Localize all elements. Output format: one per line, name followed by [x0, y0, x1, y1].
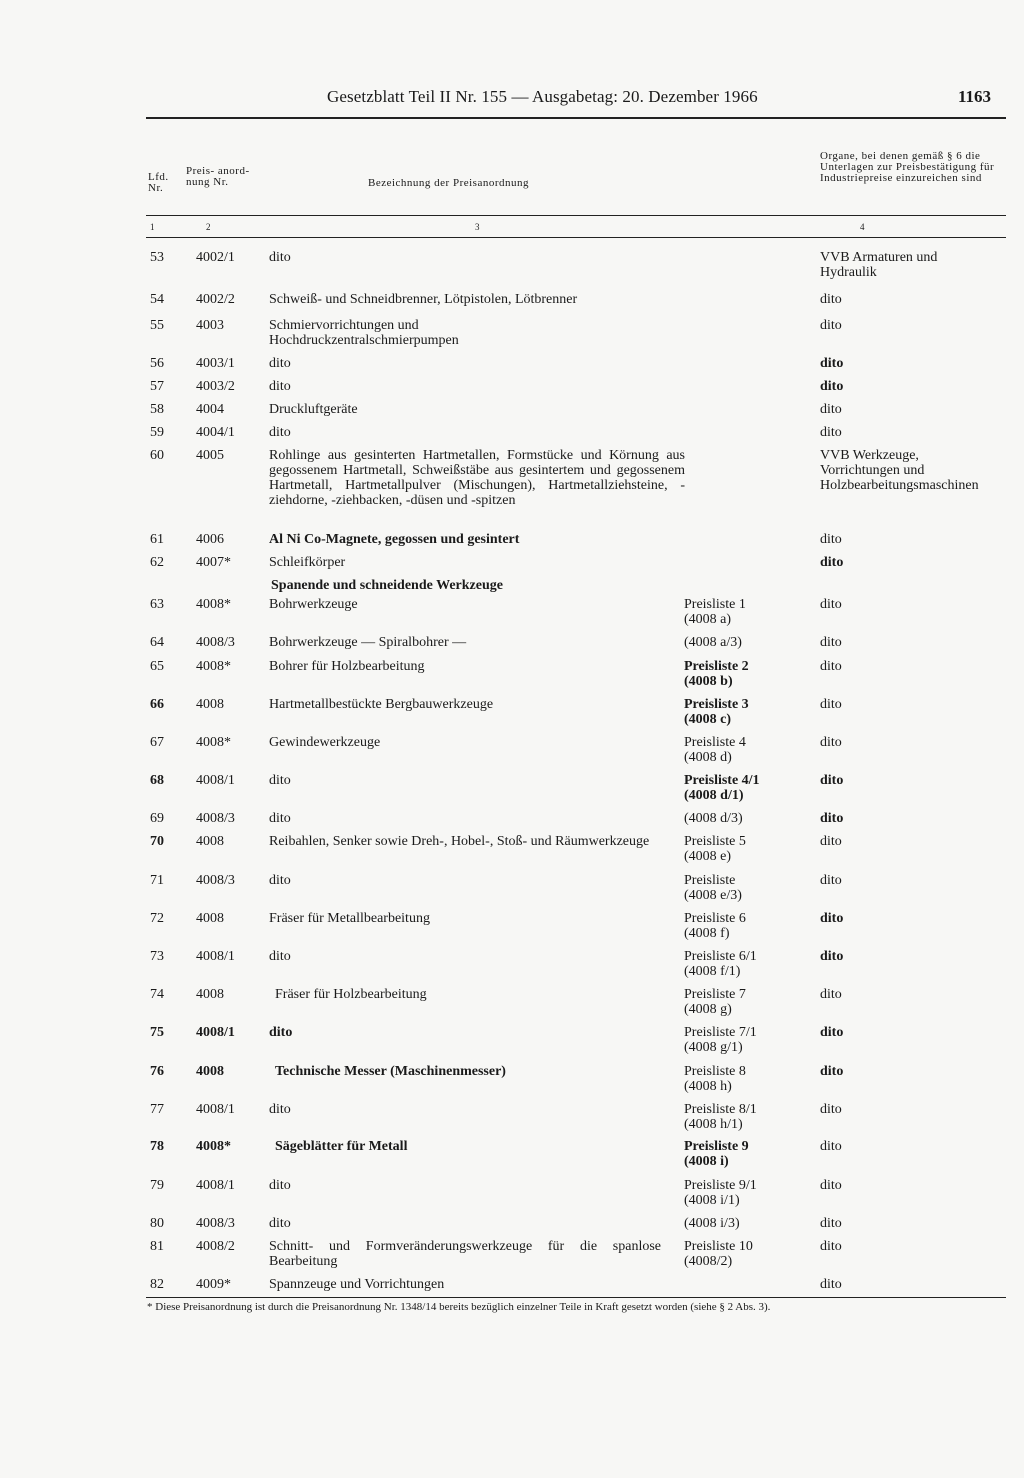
row-organ: dito	[820, 811, 844, 826]
row-lfd-nr: 54	[150, 292, 164, 307]
row-organ: dito	[820, 292, 842, 307]
row-bezeichnung: Hartmetallbestückte Bergbauwerkzeuge	[269, 697, 494, 712]
row-preisanordnung: 4008/1	[196, 1102, 235, 1117]
row-bezeichnung: Schleifkörper	[269, 555, 346, 570]
row-bezeichnung: Schmiervorrichtungen und Hochdruckzentralschmierpumpen	[269, 318, 459, 348]
row-preisanordnung: 4008	[196, 987, 224, 1002]
row-preisliste: Preisliste 6/1 (4008 f/1)	[684, 949, 757, 979]
row-preisanordnung: 4003	[196, 318, 224, 333]
row-organ: dito	[820, 1277, 842, 1292]
row-lfd-nr: 59	[150, 425, 164, 440]
row-preisanordnung: 4006	[196, 532, 224, 547]
row-organ: dito	[820, 402, 842, 417]
row-bezeichnung: Gewindewerkzeuge	[269, 735, 381, 750]
row-organ: dito	[820, 425, 842, 440]
row-organ: dito	[820, 1139, 842, 1154]
row-preisanordnung: 4008*	[196, 597, 231, 612]
row-organ: dito	[820, 1178, 842, 1193]
col-head-preisanordnung-nr: Preis- anord- nung Nr.	[186, 165, 250, 188]
row-organ: dito	[820, 318, 842, 333]
row-organ: dito	[820, 597, 842, 612]
header-title: Gesetzblatt Teil II Nr. 155 — Ausgabetag: 20. Dezember 1966	[327, 87, 758, 106]
row-organ: dito	[820, 1064, 844, 1079]
row-bezeichnung: dito	[269, 425, 291, 440]
row-lfd-nr: 64	[150, 635, 164, 650]
row-organ: VVB Armaturen und Hydraulik	[820, 250, 938, 280]
row-preisliste: Preisliste 1 (4008 a)	[684, 597, 746, 627]
page-number: 1163	[958, 87, 992, 106]
row-bezeichnung: Bohrwerkzeuge — Spiralbohrer —	[269, 635, 467, 650]
row-organ: VVB Werkzeuge, Vorrichtungen und Holzbearbeitungsmaschinen	[820, 448, 979, 493]
row-lfd-nr: 67	[150, 735, 164, 750]
row-preisanordnung: 4004	[196, 402, 224, 417]
row-preisliste: Preisliste 2 (4008 b)	[684, 659, 749, 689]
row-organ: dito	[820, 735, 842, 750]
row-lfd-nr: 53	[150, 250, 164, 265]
row-lfd-nr: 80	[150, 1216, 164, 1231]
col-number-2: 2	[206, 222, 211, 232]
row-bezeichnung: dito	[269, 773, 291, 788]
row-preisanordnung: 4002/2	[196, 292, 235, 307]
row-bezeichnung: Druckluftgeräte	[269, 402, 358, 417]
row-preisanordnung: 4009*	[196, 1277, 231, 1292]
row-bezeichnung: dito	[269, 949, 291, 964]
row-organ: dito	[820, 873, 842, 888]
row-bezeichnung: Al Ni Co-Magnete, gegossen und gesintert	[269, 532, 520, 547]
row-lfd-nr: 77	[150, 1102, 164, 1117]
row-lfd-nr: 65	[150, 659, 164, 674]
row-bezeichnung: Spannzeuge und Vorrichtungen	[269, 1277, 445, 1292]
row-bezeichnung: dito	[269, 1216, 291, 1231]
row-preisanordnung: 4008/3	[196, 635, 235, 650]
row-bezeichnung: dito	[269, 250, 291, 265]
row-bezeichnung: Sägeblätter für Metall	[275, 1139, 408, 1154]
row-bezeichnung: dito	[269, 1025, 293, 1040]
row-preisliste: Preisliste 9/1 (4008 i/1)	[684, 1178, 757, 1208]
row-lfd-nr: 74	[150, 987, 164, 1002]
col-number-3: 3	[475, 222, 480, 232]
col-head-lfd-nr: Lfd. Nr.	[148, 171, 169, 194]
row-lfd-nr: 58	[150, 402, 164, 417]
row-lfd-nr: 71	[150, 873, 164, 888]
row-preisanordnung: 4008/3	[196, 873, 235, 888]
row-preisanordnung: 4008*	[196, 1139, 231, 1154]
row-preisliste: Preisliste 8/1 (4008 h/1)	[684, 1102, 757, 1132]
row-preisliste: (4008 d/3)	[684, 811, 743, 826]
row-lfd-nr: 57	[150, 379, 164, 394]
row-bezeichnung: Schnitt- und Formveränderungswerkzeuge für die spanlose Bearbeitung	[269, 1239, 661, 1269]
row-organ: dito	[820, 987, 842, 1002]
row-organ: dito	[820, 1216, 842, 1231]
row-bezeichnung: Technische Messer (Maschinenmesser)	[275, 1064, 506, 1079]
row-preisliste: Preisliste 4 (4008 d)	[684, 735, 746, 765]
row-preisanordnung: 4008*	[196, 659, 231, 674]
row-organ: dito	[820, 555, 844, 570]
row-bezeichnung: Bohrer für Holzbearbeitung	[269, 659, 425, 674]
row-lfd-nr: 60	[150, 448, 164, 463]
row-organ: dito	[820, 532, 842, 547]
row-preisliste: Preisliste 4/1 (4008 d/1)	[684, 773, 760, 803]
row-lfd-nr: 76	[150, 1064, 164, 1079]
row-preisanordnung: 4008*	[196, 735, 231, 750]
row-preisanordnung: 4007*	[196, 555, 231, 570]
row-lfd-nr: 66	[150, 697, 164, 712]
row-preisanordnung: 4008/3	[196, 811, 235, 826]
row-lfd-nr: 61	[150, 532, 164, 547]
footnote-rule	[146, 1297, 1006, 1298]
table-head-rule	[146, 215, 1006, 216]
row-lfd-nr: 69	[150, 811, 164, 826]
row-preisanordnung: 4002/1	[196, 250, 235, 265]
row-organ: dito	[820, 949, 844, 964]
row-preisliste: Preisliste 6 (4008 f)	[684, 911, 746, 941]
row-lfd-nr: 82	[150, 1277, 164, 1292]
row-bezeichnung: Schweiß- und Schneidbrenner, Lötpistolen, Lötbrenner	[269, 292, 578, 307]
row-organ: dito	[820, 356, 844, 371]
row-lfd-nr: 78	[150, 1139, 164, 1154]
table-number-rule	[146, 237, 1006, 238]
row-bezeichnung: dito	[269, 379, 291, 394]
row-preisliste: Preisliste 7/1 (4008 g/1)	[684, 1025, 757, 1055]
footnote: * Diese Preisanordnung ist durch die Preisanordnung Nr. 1348/14 bereits bezüglich einzelner Teile in Kraft gesetzt worden (siehe § 2 Abs. 3).	[147, 1301, 771, 1313]
row-organ: dito	[820, 659, 842, 674]
row-bezeichnung: dito	[269, 1178, 291, 1193]
row-preisanordnung: 4008/2	[196, 1239, 235, 1254]
row-organ: dito	[820, 635, 842, 650]
row-organ: dito	[820, 697, 842, 712]
row-preisliste: (4008 a/3)	[684, 635, 742, 650]
row-preisliste: Preisliste 5 (4008 e)	[684, 834, 746, 864]
col-number-1: 1	[150, 222, 155, 232]
row-lfd-nr: 72	[150, 911, 164, 926]
row-organ: dito	[820, 834, 842, 849]
row-preisliste: Preisliste (4008 e/3)	[684, 873, 742, 903]
row-lfd-nr: 55	[150, 318, 164, 333]
row-organ: dito	[820, 773, 844, 788]
row-preisanordnung: 4008	[196, 697, 224, 712]
row-organ: dito	[820, 911, 844, 926]
row-bezeichnung: dito	[269, 811, 291, 826]
row-preisanordnung: 4003/1	[196, 356, 235, 371]
row-lfd-nr: 73	[150, 949, 164, 964]
row-bezeichnung: dito	[269, 356, 291, 371]
row-bezeichnung: dito	[269, 1102, 291, 1117]
col-number-4: 4	[860, 222, 865, 232]
row-lfd-nr: 63	[150, 597, 164, 612]
row-preisliste: Preisliste 7 (4008 g)	[684, 987, 746, 1017]
row-preisliste: Preisliste 3 (4008 c)	[684, 697, 749, 727]
row-lfd-nr: 81	[150, 1239, 164, 1254]
row-preisanordnung: 4008	[196, 911, 224, 926]
row-lfd-nr: 70	[150, 834, 164, 849]
row-preisanordnung: 4005	[196, 448, 224, 463]
row-preisliste: Preisliste 9 (4008 i)	[684, 1139, 749, 1169]
row-preisanordnung: 4008	[196, 1064, 224, 1079]
row-preisanordnung: 4003/2	[196, 379, 235, 394]
row-organ: dito	[820, 379, 844, 394]
row-lfd-nr: 62	[150, 555, 164, 570]
row-lfd-nr: 79	[150, 1178, 164, 1193]
row-bezeichnung: dito	[269, 873, 291, 888]
row-preisanordnung: 4008/1	[196, 1025, 235, 1040]
header-rule	[146, 117, 1006, 119]
row-lfd-nr: 75	[150, 1025, 164, 1040]
row-lfd-nr: 56	[150, 356, 164, 371]
col-head-organe: Organe, bei denen gemäß § 6 die Unterlagen zur Preisbestätigung für Industriepreise einzureichen sind	[820, 150, 995, 184]
row-preisanordnung: 4008/1	[196, 1178, 235, 1193]
col-head-bezeichnung: Bezeichnung der Preisanordnung	[368, 177, 530, 189]
row-preisanordnung: 4008	[196, 834, 224, 849]
row-preisanordnung: 4008/1	[196, 773, 235, 788]
section-heading: Spanende und schneidende Werkzeuge	[271, 578, 503, 593]
row-preisliste: Preisliste 10 (4008/2)	[684, 1239, 753, 1269]
row-organ: dito	[820, 1239, 842, 1254]
row-preisliste: Preisliste 8 (4008 h)	[684, 1064, 746, 1094]
row-preisanordnung: 4004/1	[196, 425, 235, 440]
row-bezeichnung: Fräser für Holzbearbeitung	[275, 987, 427, 1002]
row-preisanordnung: 4008/3	[196, 1216, 235, 1231]
row-preisliste: (4008 i/3)	[684, 1216, 740, 1231]
row-organ: dito	[820, 1102, 842, 1117]
row-bezeichnung: Rohlinge aus gesinterten Hartmetallen, Formstücke und Körnung aus gegossenem Hartmetall, Schweißstäbe aus gesintertem und gegossenem Hartmetall, Hartmetallpulver (Mischungen), Hartmetallziehsteine, -ziehdorne, -ziehbacken, -düsen und -spitzen	[269, 448, 685, 508]
row-bezeichnung: Fräser für Metallbearbeitung	[269, 911, 430, 926]
row-lfd-nr: 68	[150, 773, 164, 788]
row-bezeichnung: Reibahlen, Senker sowie Dreh-, Hobel-, Stoß- und Räumwerkzeuge	[269, 834, 650, 849]
row-preisanordnung: 4008/1	[196, 949, 235, 964]
row-organ: dito	[820, 1025, 844, 1040]
row-bezeichnung: Bohrwerkzeuge	[269, 597, 358, 612]
